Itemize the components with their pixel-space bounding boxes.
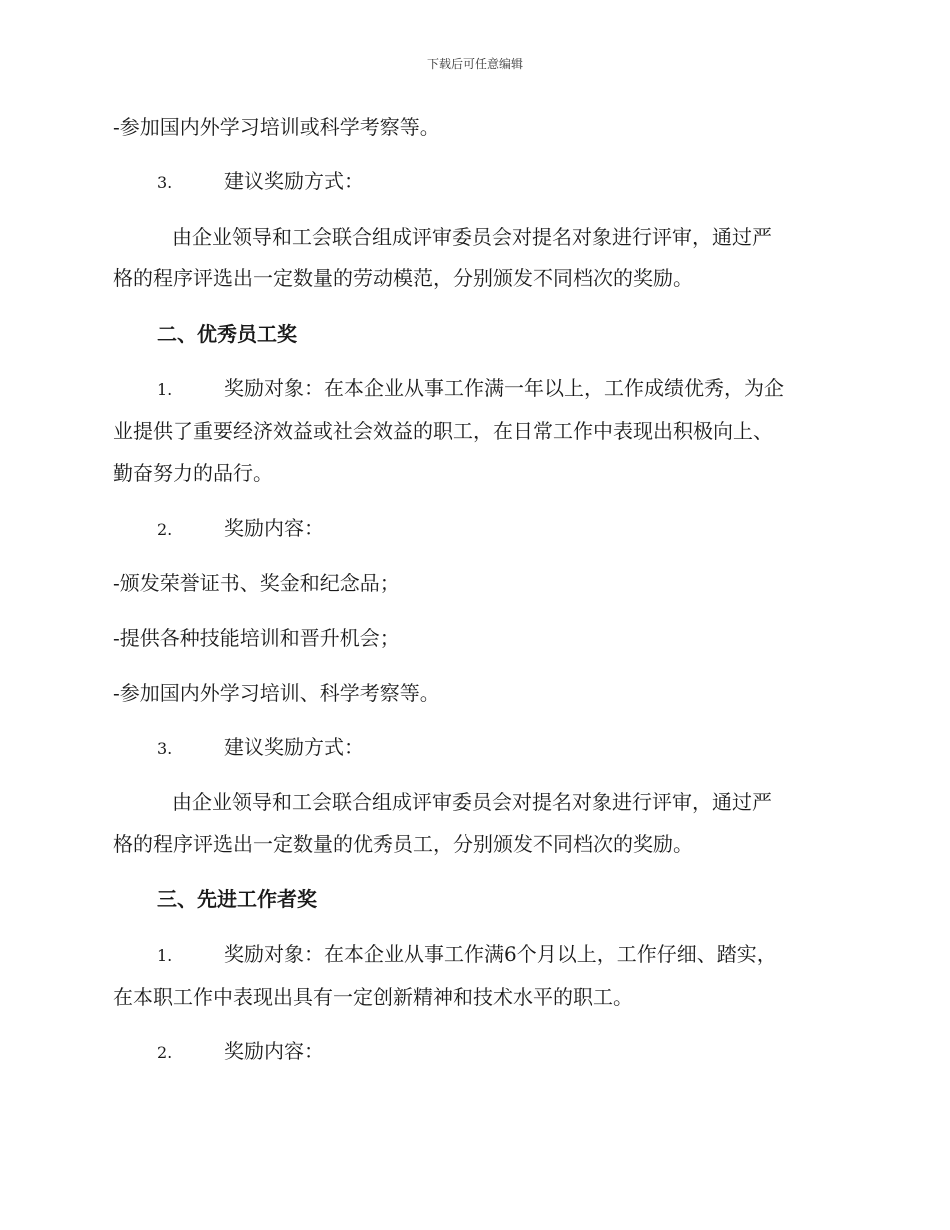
- item-heading: 奖励内容：: [224, 516, 324, 540]
- paragraph-line: 由企业领导和工会联合组成评审委员会对提名对象进行评审，通过严: [172, 225, 772, 249]
- bullet-item: -参加国内外学习培训或科学考察等。: [113, 115, 440, 139]
- paragraph-line: 格的程序评选出一定数量的优秀员工，分别颁发不同档次的奖励。: [113, 832, 693, 856]
- item-number: 2.: [157, 1043, 173, 1062]
- paragraph-line: 勤奋努力的品行。: [113, 461, 273, 485]
- paragraph-line: 在本职工作中表现出具有一定创新精神和技术水平的职工。: [113, 985, 633, 1009]
- paragraph-line: 格的程序评选出一定数量的劳动模范，分别颁发不同档次的奖励。: [113, 266, 693, 290]
- section-heading: 二、优秀员工奖: [157, 322, 297, 346]
- bullet-item: -提供各种技能培训和晋升机会；: [113, 626, 400, 650]
- paragraph-line: 奖励对象：在本企业从事工作满一年以上，工作成绩优秀，为企: [224, 376, 784, 400]
- item-number: 3.: [157, 173, 173, 192]
- item-number: 2.: [157, 520, 173, 539]
- paragraph-line: 奖励对象：在本企业从事工作满6个月以上，工作仔细、踏实，: [224, 942, 777, 966]
- item-number: 1.: [157, 946, 173, 965]
- item-number: 3.: [157, 739, 173, 758]
- section-heading: 三、先进工作者奖: [157, 887, 317, 911]
- paragraph-line: 由企业领导和工会联合组成评审委员会对提名对象进行评审，通过严: [172, 790, 772, 814]
- bullet-item: -参加国内外学习培训、科学考察等。: [113, 681, 440, 705]
- item-heading: 建议奖励方式：: [224, 169, 364, 193]
- page-header: 下载后可任意编辑: [426, 57, 523, 71]
- item-heading: 建议奖励方式：: [224, 735, 364, 759]
- paragraph-line: 业提供了重要经济效益或社会效益的职工，在日常工作中表现出积极向上、: [113, 419, 773, 443]
- item-heading: 奖励内容：: [224, 1039, 324, 1063]
- bullet-item: -颁发荣誉证书、奖金和纪念品；: [113, 571, 400, 595]
- item-number: 1.: [157, 380, 173, 399]
